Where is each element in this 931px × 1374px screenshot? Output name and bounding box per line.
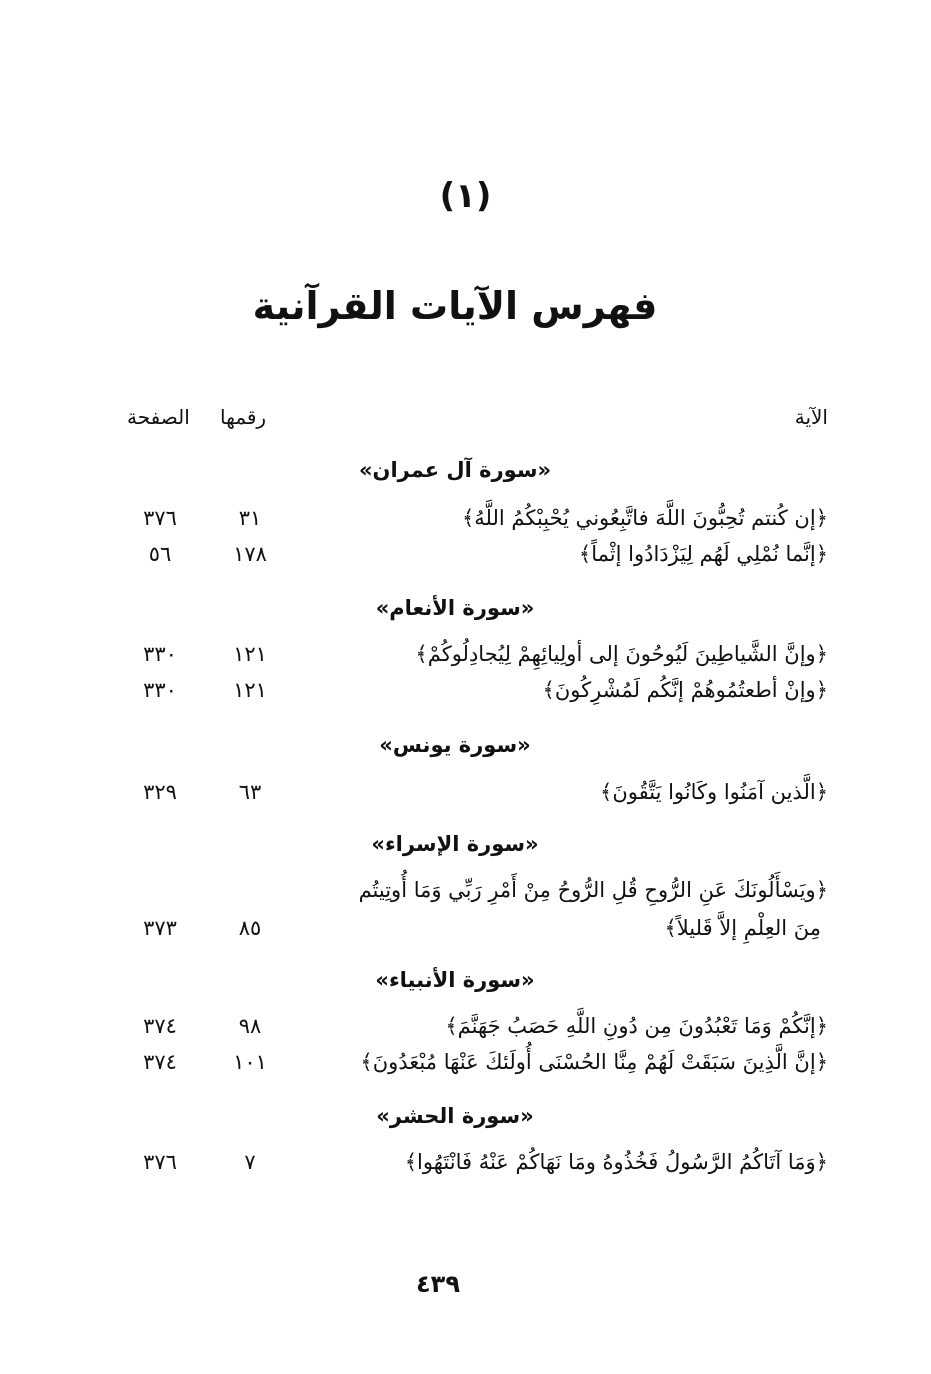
verse-page: ٣٧٦ [143,506,177,530]
verse-page: ٥٦ [148,542,172,566]
surah-heading: «سورة يونس» [379,733,531,757]
verse-number: ٩٨ [238,1014,262,1038]
verse-row [0,1014,931,1050]
column-header-number: رقمها [220,405,267,429]
verse-text: ﴿الَّذين آمَنُوا وكَانُوا يَتَّقُونَ﴾ [600,780,828,804]
verse-text: ﴿إن كُنتم تُحِبُّونَ اللَّهَ فاتَّبِعُوني يُحْبِبْكُمُ اللَّهُ﴾ [461,506,828,530]
verse-row [0,506,931,542]
verse-number: ٣١ [238,506,262,530]
verse-page: ٣٧٣ [143,916,177,940]
verse-page: ٣٣٠ [143,678,177,702]
surah-heading: «سورة الحشر» [376,1104,534,1128]
verse-text: ﴿إنَّما نُمْلِي لَهُم لِيَزْدَادُوا إثْماً﴾ [578,542,828,566]
page-number: ٤٣٩ [416,1270,460,1298]
column-header-page: الصفحة [127,405,190,429]
verse-text: ﴿وإنْ أطعتُمُوهُمْ إنَّكُم لَمُشْرِكُونَ﴾ [542,678,828,702]
verse-row [0,678,931,714]
page-title: فهرس الآيات القرآنية [252,284,658,328]
verse-text: ﴿إنَّكُمْ وَمَا تَعْبُدُونَ مِن دُونِ اللَّهِ حَصَبُ جَهَنَّمَ﴾ [445,1014,828,1038]
verse-row [0,1150,931,1186]
verse-page: ٣٢٩ [143,780,177,804]
verse-number: ١٧٨ [233,542,267,566]
verse-row [0,780,931,816]
verse-page: ٣٣٠ [143,642,177,666]
surah-heading: «سورة الأنبياء» [375,968,535,992]
verse-number: ٨٥ [238,916,262,940]
verse-text: ﴿ويَسْأَلُونَكَ عَنِ الرُّوحِ قُلِ الرُّوحُ مِنْ أَمْرِ رَبِّي وَمَا أُوتِيتُم [358,878,828,902]
index-number: (١) [439,176,492,216]
verse-row [0,542,931,578]
verse-page: ٣٧٤ [143,1050,177,1074]
surah-heading: «سورة الأنعام» [375,596,535,620]
column-header-verse: الآية [794,405,828,429]
verse-text: ﴿وَمَا آتَاكُمُ الرَّسُولُ فَخُذُوهُ ومَا نَهَاكُمْ عَنْهُ فَانْتَهُوا﴾ [404,1150,828,1174]
verse-number: ٦٣ [238,780,262,804]
verse-text-continuation: مِنَ العِلْمِ إلاَّ قَليلاً﴾ [664,916,821,940]
surah-heading: «سورة الإسراء» [371,832,539,856]
verse-number: ١٠١ [233,1050,267,1074]
surah-heading: «سورة آل عمران» [358,458,552,482]
verse-row [0,1050,931,1086]
verse-page: ٣٧٦ [143,1150,177,1174]
verse-number: ١٢١ [233,678,267,702]
verse-row [0,642,931,678]
verse-row [0,916,931,952]
verse-page: ٣٧٤ [143,1014,177,1038]
verse-number: ١٢١ [233,642,267,666]
verse-text: ﴿إنَّ الَّذِينَ سَبَقَتْ لَهُمْ مِنَّا الحُسْنَى أُولَئكَ عَنْهَا مُبْعَدُونَ﴾ [360,1050,828,1074]
verse-text: ﴿وإنَّ الشَّياطِينَ لَيُوحُونَ إلى أولِيائِهِمْ لِيُجادِلُوكُمْ﴾ [415,642,828,666]
verse-number: ٧ [244,1150,256,1174]
